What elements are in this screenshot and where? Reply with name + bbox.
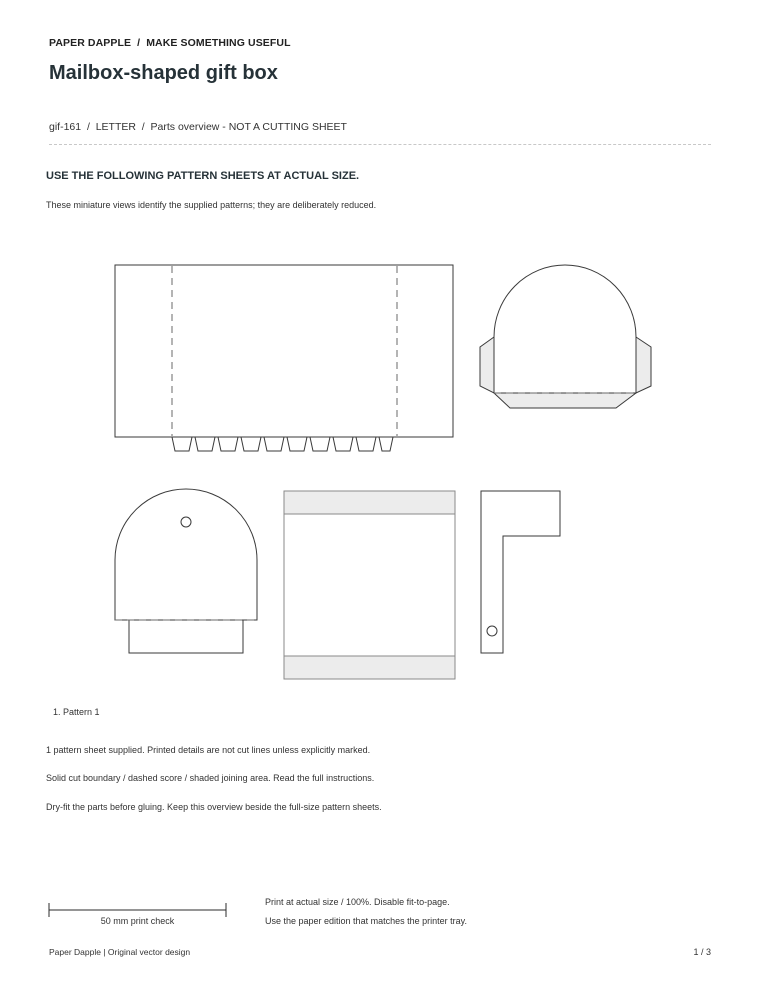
base-glue-top [284,491,455,514]
page-title: Mailbox-shaped gift box [49,62,278,84]
door-piece [115,489,257,653]
base-panel [284,491,455,679]
footer-credit: Paper Dapple | Original vector design [49,947,191,957]
body-glue-tabs [172,437,393,451]
page-number: 1 / 3 [693,947,711,957]
brand-line: PAPER DAPPLE / MAKE SOMETHING USEFUL [49,37,291,49]
section-intro: These miniature views identify the supplied patterns; they are deliberately reduced. [46,200,377,210]
base-glue-bottom [284,656,455,679]
end-piece-outline [494,265,636,393]
section-heading: USE THE FOLLOWING PATTERN SHEETS AT ACTUAL SIZE. [46,170,360,182]
door-hinge-tab [129,620,243,653]
body-wrap-panel [115,265,453,451]
note-legend: Solid cut boundary / dashed score / shaded joining area. Read the full instructions. [46,773,375,783]
body-panel-outline [115,265,453,437]
scale-bar [49,903,226,917]
end-flap-right [636,337,651,393]
door-hole [181,517,191,527]
note-sheets: 1 pattern sheet supplied. Printed details are not cut lines unless explicitly marked. [46,745,371,755]
flag-pivot-hole [487,626,497,636]
flag-piece [481,491,560,653]
paper-instruction: Use the paper edition that matches the printer tray. [265,916,467,926]
end-piece-with-flaps [480,265,651,408]
end-flap-left [480,337,494,393]
base-panel-outline [284,514,455,656]
print-instruction: Print at actual size / 100%. Disable fit-to-page. [265,897,450,907]
end-flap-bottom [494,393,636,408]
document-meta: gif-161 / LETTER / Parts overview - NOT A CUTTING SHEET [49,121,347,133]
door-outline [115,489,257,620]
note-dry-fit: Dry-fit the parts before gluing. Keep this overview beside the full-size pattern sheets. [46,802,382,812]
scale-bar-label: 50 mm print check [100,916,175,926]
pattern-caption: 1. Pattern 1 [53,707,100,717]
